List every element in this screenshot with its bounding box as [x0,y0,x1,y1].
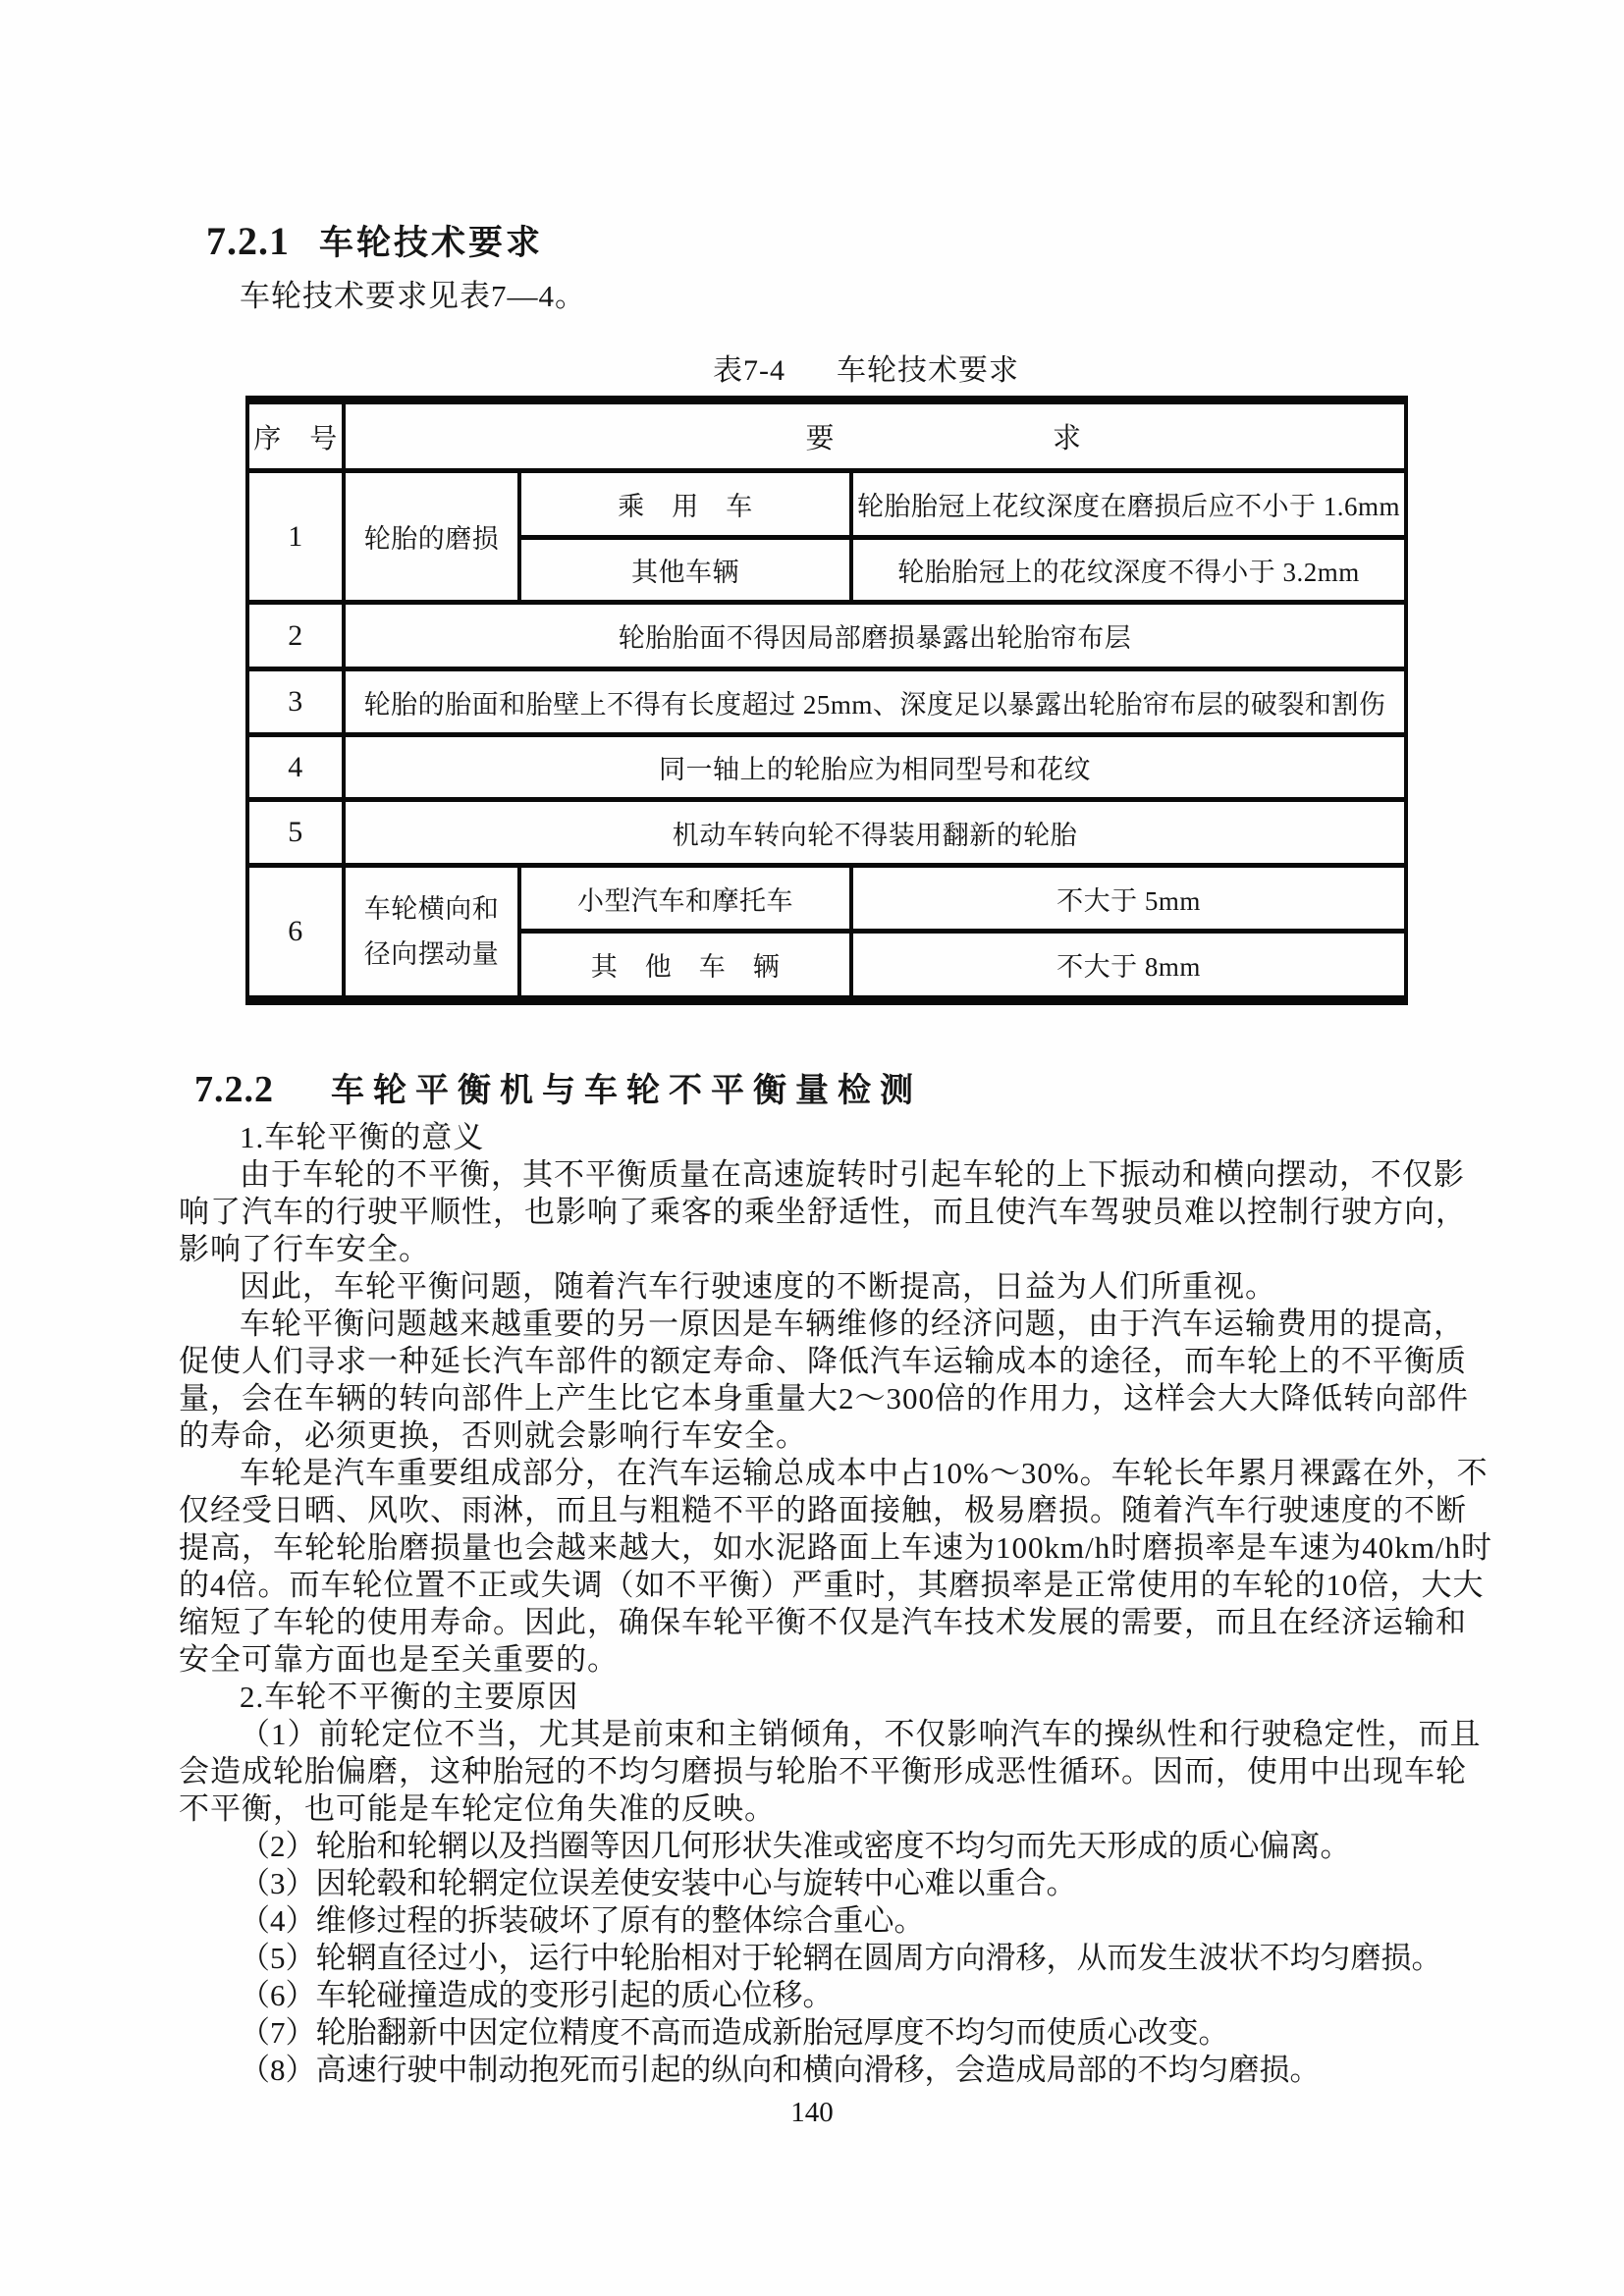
row6b-vehicle: 其 他 车 辆 [519,932,851,1000]
section-number: 7.2.1 [206,219,290,263]
paragraph: 车轮是汽车重要组成部分，在汽车运输总成本中占10%～30%。车轮长年累月裸露在外，不仅经受日晒、风吹、雨淋，而且与粗糙不平的路面接触，极易磨损。随着汽车行驶速度的不断提高，车轮轮胎磨损量也会越来越大，如水泥路面上车速为100km/h时磨损率是车速为40km/h时的4倍。而车轮位置不正或失调（如不平衡）严重时，其磨损率是正常使用的车轮的10倍，大大缩短了车轮的使用寿命。因此，确保车轮平衡不仅是汽车技术发展的需要，而且在经济运输和安全可靠方面也是至关重要的。 [179,1456,1492,1677]
reason-item: （5）轮辋直径过小，运行中轮胎相对于轮辋在圆周方向滑移，从而发生波状不均匀磨损。 [240,1941,1442,1975]
table-row [247,866,1406,932]
reason-item: （8）高速行驶中制动抱死而引起的纵向和横向滑移，会造成局部的不均匀磨损。 [240,2053,1321,2087]
table-header-row [247,400,1406,471]
row6-item-line2: 径向摆动量 [363,938,500,969]
row3-no: 3 [247,669,344,735]
row6-item-line1: 车轮横向和 [363,893,500,924]
table-caption [713,346,1019,389]
paragraph: 因此，车轮平衡问题，随着汽车行驶速度的不断提高，日益为人们所重视。 [240,1269,1276,1304]
row1a-vehicle: 乘 用 车 [519,471,851,538]
header-cell-requirement [344,400,1406,471]
row5-no: 5 [247,800,344,866]
row1b-vehicle: 其他车辆 [519,538,851,603]
section-heading-722 [194,1063,922,1111]
section-title: 车轮技术要求 [319,224,544,262]
section-title: 车轮平衡机与车轮不平衡量检测 [331,1072,922,1109]
row1a-requirement: 轮胎胎冠上花纹深度在磨损后应不小于 1.6mm [851,471,1406,538]
reason-item: （2）轮胎和轮辋以及挡圈等因几何形状失准或密度不均匀而先天形成的质心偏离。 [240,1829,1351,1863]
section-heading-721 [206,216,543,265]
row2-requirement: 轮胎胎面不得因局部磨损暴露出轮胎帘布层 [344,603,1406,669]
table-row [247,800,1406,866]
reason-item: （1）前轮定位不当，尤其是前束和主销倾角，不仅影响汽车的操纵性和行驶稳定性，而且会造成轮胎偏磨，这种胎冠的不均匀磨损与轮胎不平衡形成恶性循环。因而，使用中出现车轮不平衡，也可能是车轮定位角失准的反映。 [179,1717,1482,1826]
reason-item: （3）因轮毂和轮辋定位误差使安装中心与旋转中心难以重合。 [240,1866,1077,1900]
table-row [247,471,1406,538]
row5-requirement: 机动车转向轮不得装用翻新的轮胎 [344,800,1406,866]
paragraph: 车轮平衡问题越来越重要的另一原因是车辆维修的经济问题，由于汽车运输费用的提高，促使人们寻求一种延长汽车部件的额定寿命、降低汽车运输成本的途径，而车轮上的不平衡质量，会在车辆的转向部件上产生比它本身重量大2～300倍的作用力，这样会大大降低转向部件的寿命，必须更换，否则就会影响行车安全。 [179,1307,1469,1453]
row6-item [344,866,519,1000]
table-row [247,735,1406,800]
table-caption-label: 表7-4 [713,354,785,387]
row1-item: 轮胎的磨损 [344,471,519,603]
row1-no: 1 [247,471,344,603]
section-number: 7.2.2 [194,1069,274,1110]
row6b-requirement: 不大于 8mm [851,932,1406,1000]
header-req-right: 求 [1053,423,1082,454]
row3-requirement: 轮胎的胎面和胎壁上不得有长度超过 25mm、深度足以暴露出轮胎帘布层的破裂和割伤 [344,669,1406,735]
row2-no: 2 [247,603,344,669]
requirements-table [245,396,1408,1005]
reason-item: （7）轮胎翻新中因定位精度不高而造成新胎冠厚度不均匀而使质心改变。 [240,2015,1229,2050]
header-req-left: 要 [805,423,835,454]
subheading-2: 2.车轮不平衡的主要原因 [240,1680,579,1714]
row6a-requirement: 不大于 5mm [851,866,1406,932]
row6a-vehicle: 小型汽车和摩托车 [519,866,851,932]
page-number: 140 [790,2097,834,2128]
header-cell-no: 序 号 [247,400,344,471]
intro-paragraph: 车轮技术要求见表7—4。 [240,279,586,313]
row4-requirement: 同一轴上的轮胎应为相同型号和花纹 [344,735,1406,800]
row4-no: 4 [247,735,344,800]
reason-item: （6）车轮碰撞造成的变形引起的质心位移。 [240,1978,834,2012]
table-caption-title: 车轮技术要求 [837,354,1019,387]
subheading-1: 1.车轮平衡的意义 [240,1120,485,1154]
row6-no: 6 [247,866,344,1000]
table-row [247,669,1406,735]
paragraph: 由于车轮的不平衡，其不平衡质量在高速旋转时引起车轮的上下振动和横向摆动，不仅影响了汽车的行驶平顺性，也影响了乘客的乘坐舒适性，而且使汽车驾驶员难以控制行驶方向，影响了行车安全。 [179,1157,1467,1266]
reason-item: （4）维修过程的拆装破坏了原有的整体综合重心。 [240,1903,925,1938]
table-row [247,603,1406,669]
body-text [179,1119,1494,2089]
row1b-requirement: 轮胎胎冠上的花纹深度不得小于 3.2mm [851,538,1406,603]
